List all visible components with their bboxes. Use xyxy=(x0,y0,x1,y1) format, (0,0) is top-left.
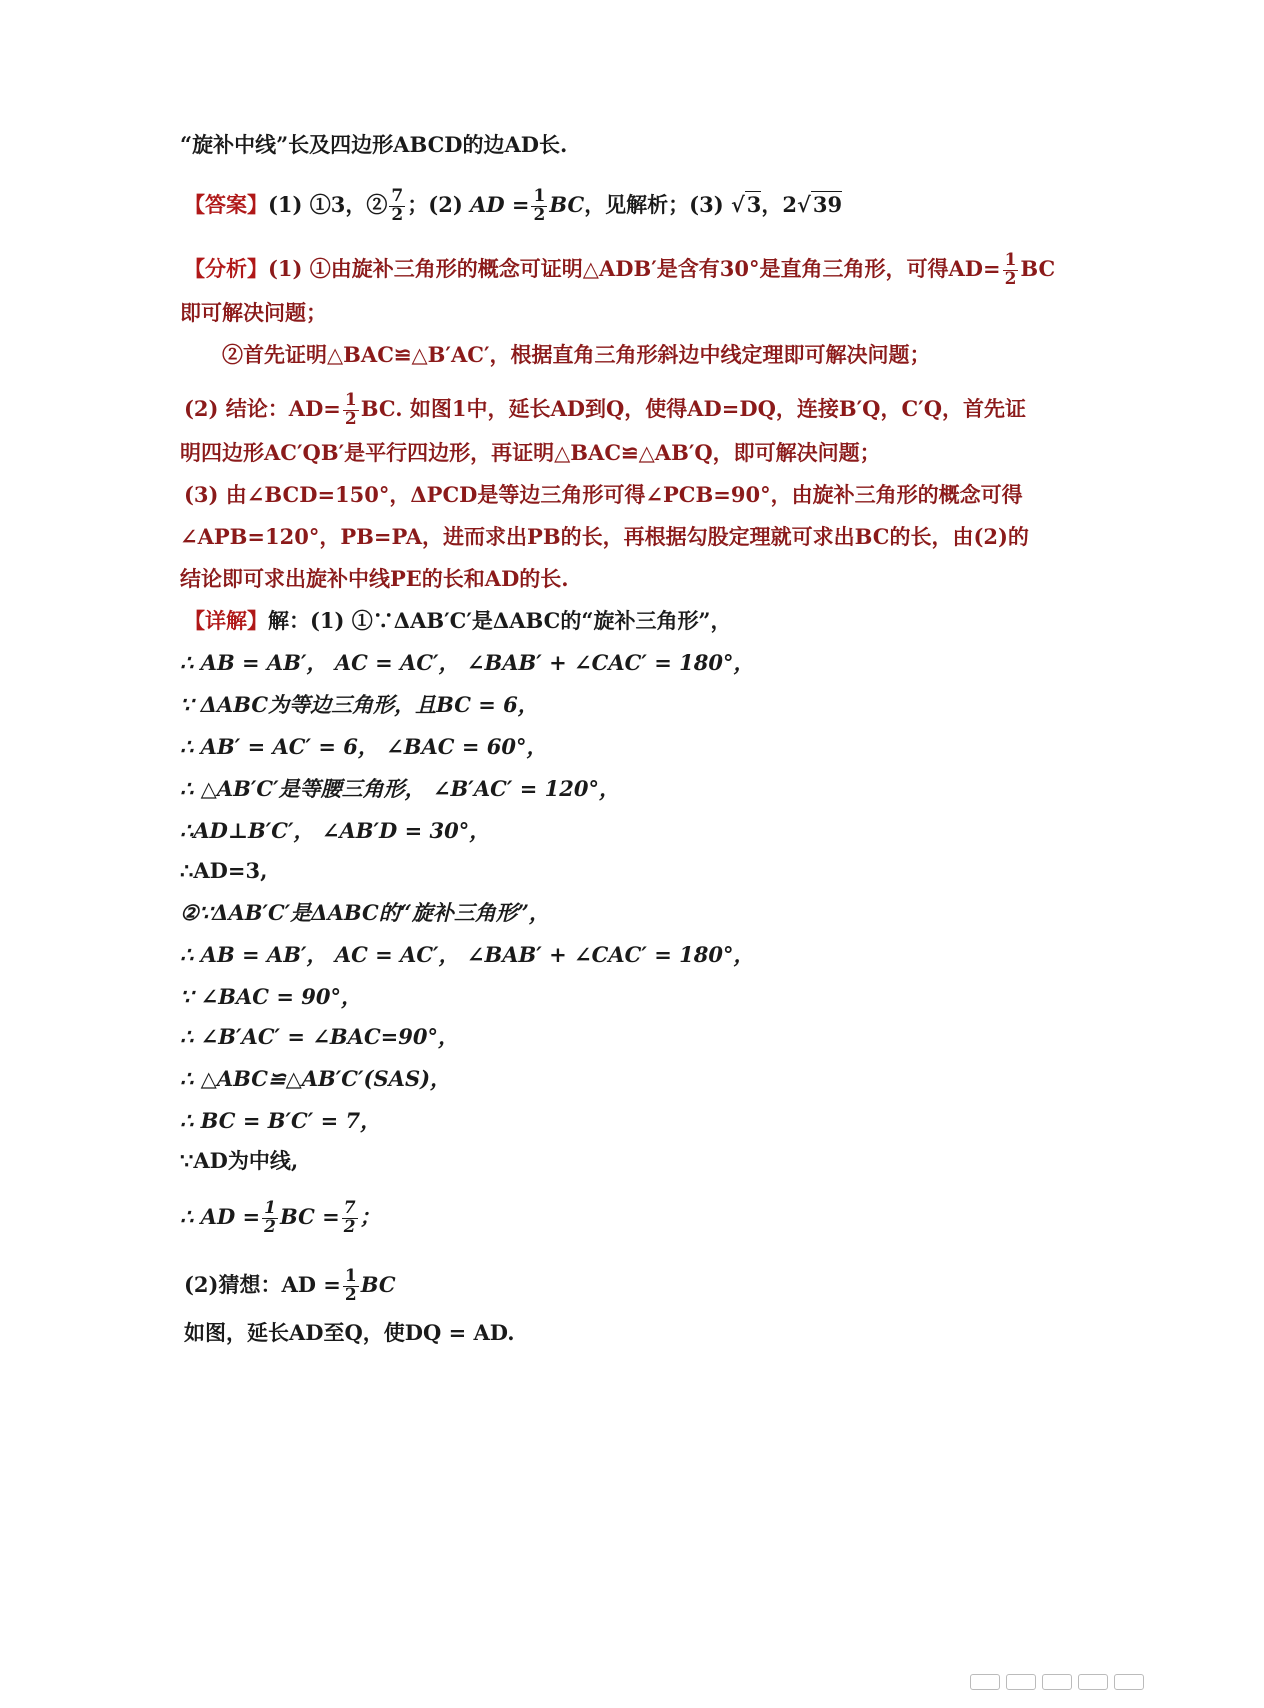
step-15: (2)猜想：AD = $\frac{1}{2}$ BC xyxy=(184,1266,396,1305)
answer-part2: ；(2) xyxy=(407,191,463,217)
analysis-line-5: 明四边形AC′QB′是平行四边形，再证明△BAC≌△AB′Q，即可解决问题； xyxy=(180,440,881,465)
fraction-1-2-step14: $\frac{1}{2}$ xyxy=(264,1198,276,1237)
watermark-block xyxy=(1114,1674,1144,1690)
fraction-7-2-step14: $\frac{7}{2}$ xyxy=(343,1198,356,1237)
step-3: ∴ AB′ = AC′ = 6， ∠BAC = 60°， xyxy=(180,734,548,759)
step-4: ∴ △AB′C′是等腰三角形， ∠B′AC′ = 120°， xyxy=(180,776,620,801)
analysis-line-8: 结论即可求出旋补中线PE的长和AD的长. xyxy=(180,566,569,591)
answer-tag: 【答案】 xyxy=(184,191,268,217)
step-16: 如图，延长AD至Q，使DQ = AD. xyxy=(184,1320,515,1345)
step-12: ∴ BC = B′C′ = 7， xyxy=(180,1108,382,1133)
watermark-block xyxy=(1006,1674,1036,1690)
answer-part3: ，见解析；(3) xyxy=(584,191,724,217)
sqrt-3: 3 xyxy=(746,191,762,217)
analysis-line-3: ②首先证明△BAC≌△B′AC′，根据直角三角形斜边中线定理即可解决问题； xyxy=(222,342,931,367)
step-10: ∴ ∠B′AC′ = ∠BAC=90°， xyxy=(180,1024,459,1049)
answer-part4: ，2 xyxy=(761,191,798,217)
fraction-1-2-step15: $\frac{1}{2}$ xyxy=(344,1266,357,1305)
analysis-line-7: ∠APB=120°，PB=PA，进而求出PB的长，再根据勾股定理就可求出BC的长，由(2)的 xyxy=(180,524,1029,549)
step-14: ∴ AD = $\frac{1}{2}$ BC = $\frac{7}{2}$ ； xyxy=(180,1198,381,1237)
watermark-block xyxy=(1078,1674,1108,1690)
answer-line xyxy=(184,188,842,225)
watermark-logo xyxy=(970,1672,1230,1692)
step-5: ∴AD⊥B′C′， ∠AB′D = 30°， xyxy=(180,818,491,843)
detail-line: 【详解】解：(1) ①∵ΔAB′C′是ΔABC的“旋补三角形”， xyxy=(184,608,732,633)
step-6: ∴AD=3, xyxy=(180,858,268,883)
analysis-line-1: 【分析】(1) ①由旋补三角形的概念可证明△ADB′是含有30°是直角三角形，可得AD= $\frac{1}{2}$ BC xyxy=(184,250,1056,289)
step-11: ∴ △ABC≌△AB′C′(SAS)， xyxy=(180,1066,452,1091)
intro-text: “旋补中线”长及四边形ABCD的边AD长. xyxy=(180,132,568,157)
analysis-fraction-1-2b: $\frac{1}{2}$ xyxy=(344,390,357,429)
watermark-block xyxy=(970,1674,1000,1690)
analysis-line-6: (3) 由∠BCD=150°，ΔPCD是等边三角形可得∠PCB=90°，由旋补三角形的概念可得 xyxy=(184,482,1023,507)
answer-ad-eq: AD = xyxy=(470,191,530,217)
detail-tag: 【详解】 xyxy=(184,608,268,633)
analysis-line-4: (2) 结论：AD= $\frac{1}{2}$ BC. 如图1中，延长AD到Q，使得AD=DQ，连接B′Q，C′Q，首先证 xyxy=(184,390,1026,429)
answer-bc: BC xyxy=(549,191,585,217)
step-7: ②∵ΔAB′C′是ΔABC的“旋补三角形”， xyxy=(180,900,550,925)
sqrt-sign: √ xyxy=(730,191,745,217)
step-13: ∵AD为中线, xyxy=(180,1148,299,1173)
answer-fraction-7-2: $\frac{7}{2}$ xyxy=(391,186,404,225)
answer-part1: (1) ①3，② xyxy=(268,191,388,217)
analysis-line-2: 即可解决问题； xyxy=(180,300,327,325)
analysis-fraction-1-2: $\frac{1}{2}$ xyxy=(1004,250,1017,289)
sqrt-sign-2: √ xyxy=(797,191,811,217)
step-2: ∵ ΔABC为等边三角形，且BC = 6， xyxy=(180,692,539,717)
answer-fraction-1-2: $\frac{1}{2}$ xyxy=(533,186,546,225)
analysis-tag: 【分析】 xyxy=(184,255,268,281)
intro-line xyxy=(180,134,567,155)
step-1: ∴ AB = AB′， AC = AC′， ∠BAB′ + ∠CAC′ = 180°， xyxy=(180,650,755,675)
sqrt-39: 39 xyxy=(812,191,843,217)
step-9: ∵ ∠BAC = 90°， xyxy=(180,984,362,1009)
watermark-block xyxy=(1042,1674,1072,1690)
step-8: ∴ AB = AB′， AC = AC′， ∠BAB′ + ∠CAC′ = 180°， xyxy=(180,942,755,967)
